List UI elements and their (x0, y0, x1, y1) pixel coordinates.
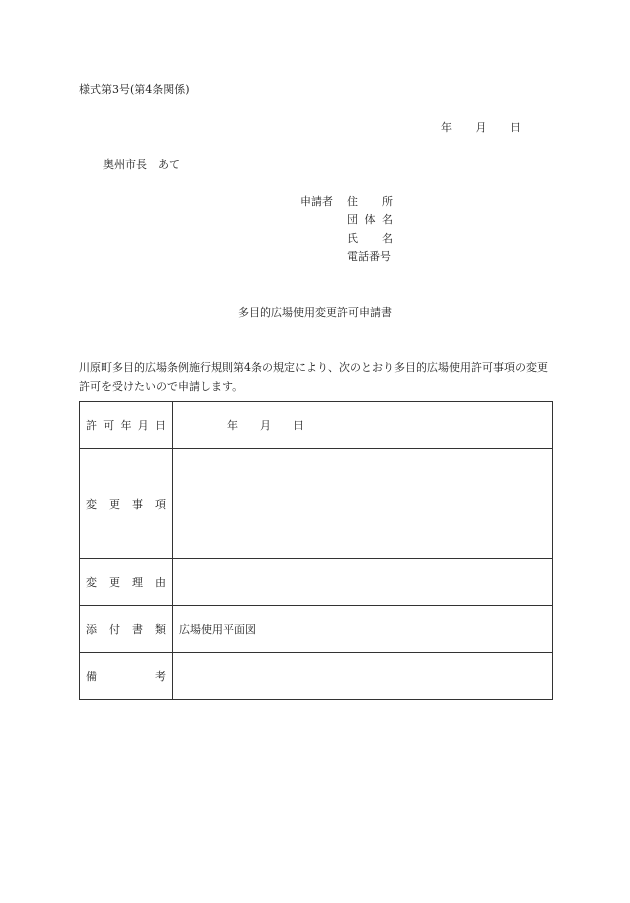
change-items-field[interactable] (173, 449, 553, 559)
char: 許 (86, 419, 97, 432)
char: 可 (103, 419, 115, 432)
char: 書 (132, 623, 143, 636)
char: 氏 (347, 232, 358, 245)
remarks-field[interactable] (173, 653, 553, 700)
char: 年 (227, 419, 238, 432)
char: 項 (155, 497, 166, 511)
attachments-label (80, 606, 173, 653)
char: 類 (155, 623, 166, 636)
date-day-label: 日 (510, 121, 521, 134)
applicant-organization-label (347, 211, 393, 227)
permit-date-label (80, 402, 173, 449)
table-row (80, 402, 553, 449)
char: 更 (109, 497, 120, 511)
date-line (441, 119, 521, 135)
char: 変 (86, 497, 97, 511)
char: 付 (109, 623, 120, 636)
applicant-name-label (347, 230, 393, 246)
char: 添 (86, 623, 97, 636)
char: 事 (132, 497, 143, 511)
permit-date-field[interactable] (173, 402, 553, 449)
table-row (80, 449, 553, 559)
addressee: 奥州市長 あて (103, 158, 180, 171)
char: 理 (132, 576, 143, 589)
change-reason-label (80, 559, 173, 606)
char: 年 (120, 419, 132, 432)
change-reason-field[interactable] (173, 559, 553, 606)
applicant-label: 申請者 (300, 195, 333, 208)
date-month-label: 月 (475, 121, 487, 134)
char: 変 (86, 576, 97, 589)
char: 考 (155, 670, 166, 683)
remarks-label (80, 653, 173, 700)
char: 所 (382, 195, 393, 208)
applicant-phone-label (347, 248, 393, 264)
char: 備 (86, 670, 97, 683)
body-text: 川原町多目的広場条例施行規則第4条の規定により、次のとおり多目的広場使用許可事項の変更許可を受けたいので申請します。 (79, 361, 548, 393)
char: 名 (382, 213, 393, 226)
char: 名 (382, 232, 393, 245)
attachments-field[interactable]: 広場使用平面図 (173, 606, 553, 653)
char: 電話番号 (347, 250, 391, 263)
char: 日 (293, 419, 304, 432)
form-number: 様式第3号(第4条関係) (79, 83, 190, 96)
char: 由 (155, 576, 166, 589)
table-row (80, 606, 553, 653)
date-year-label: 年 (441, 121, 452, 134)
change-items-label (80, 449, 173, 559)
char: 日 (155, 419, 166, 432)
char: 団 (347, 213, 358, 226)
char: 月 (260, 419, 271, 432)
char: 体 (364, 213, 376, 226)
table-row (80, 559, 553, 606)
char: 住 (347, 195, 358, 208)
char: 月 (137, 419, 149, 432)
applicant-address-label (347, 193, 393, 209)
table-row (80, 653, 553, 700)
char: 更 (109, 576, 120, 589)
application-table (79, 401, 553, 700)
document-title: 多目的広場使用変更許可申請書 (238, 306, 392, 319)
